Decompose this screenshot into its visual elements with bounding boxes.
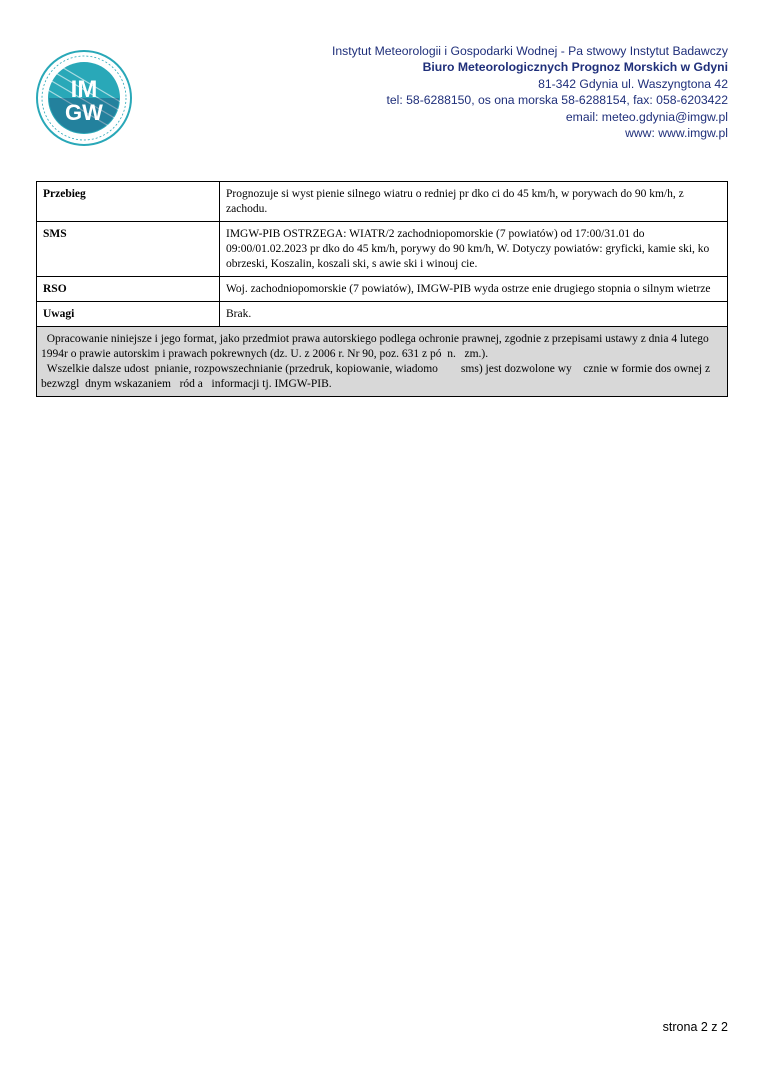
copyright-note bbox=[37, 327, 728, 397]
row-value: Brak. bbox=[220, 302, 728, 327]
row-value: IMGW-PIB OSTRZEGA: WIATR/2 zachodniopomorskie (7 powiatów) od 17:00/31.01 do 09:00/01.02.2023 pr dko do 45 km/h, porywy do 90 km/h, W. Dotyczy powiatów: gryficki, kamie ski, ko obrzeski, Koszalin, koszali ski, s awie ski i winouj cie. bbox=[220, 222, 728, 277]
header-address: 81-342 Gdynia ul. Waszyngtona 42 bbox=[538, 76, 728, 91]
note-line-2: Wszelkie dalsze udost pnianie, rozpowszechnianie (przedruk, kopiowanie, wiadomo sms) jest dozwolone wy cznie w formie dos ownej z bezwzgl dnym wskazaniem ród a informacji tj. IMGW-PIB. bbox=[41, 363, 713, 390]
logo-text-top: IM bbox=[70, 76, 98, 103]
row-value: Prognozuje si wyst pienie silnego wiatru o redniej pr dko ci do 45 km/h, w porywach do 90 km/h, z zachodu. bbox=[220, 182, 728, 222]
table-row bbox=[37, 277, 728, 302]
row-label: Przebieg bbox=[37, 182, 220, 222]
row-label: SMS bbox=[37, 222, 220, 277]
table-row bbox=[37, 182, 728, 222]
copyright-note-row bbox=[37, 327, 728, 397]
institution-header bbox=[332, 43, 728, 141]
row-value: Woj. zachodniopomorskie (7 powiatów), IMGW-PIB wyda ostrze enie drugiego stopnia o silnym wietrze bbox=[220, 277, 728, 302]
note-line-1: Opracowanie niniejsze i jego format, jako przedmiot prawa autorskiego podlega ochronie prawnej, zgodnie z przepisami ustawy z dnia 4 lutego 1994r o prawie autorskim i prawach pokrewnych (dz. U. z 2006 r. Nr 90, poz. 631 z pó n. zm.). bbox=[41, 333, 712, 360]
header-institute: Instytut Meteorologii i Gospodarki Wodnej - Pa stwowy Instytut Badawczy bbox=[331, 44, 728, 58]
imgw-logo bbox=[36, 50, 132, 146]
table-row bbox=[37, 302, 728, 327]
page-number: strona 2 z 2 bbox=[662, 1020, 728, 1034]
header-phone: tel: 58-6288150, os ona morska 58-6288154, fax: 058-6203422 bbox=[386, 93, 728, 108]
warning-table bbox=[36, 181, 728, 397]
header-bureau: Biuro Meteorologicznych Prognoz Morskich w Gdyni bbox=[422, 60, 728, 75]
header-email: email: meteo.gdynia@imgw.pl bbox=[565, 109, 728, 124]
logo-text-bottom: GW bbox=[65, 100, 103, 125]
header-www: www: www.imgw.pl bbox=[625, 126, 728, 141]
row-label: Uwagi bbox=[37, 302, 220, 327]
row-label: RSO bbox=[37, 277, 220, 302]
table-row bbox=[37, 222, 728, 277]
